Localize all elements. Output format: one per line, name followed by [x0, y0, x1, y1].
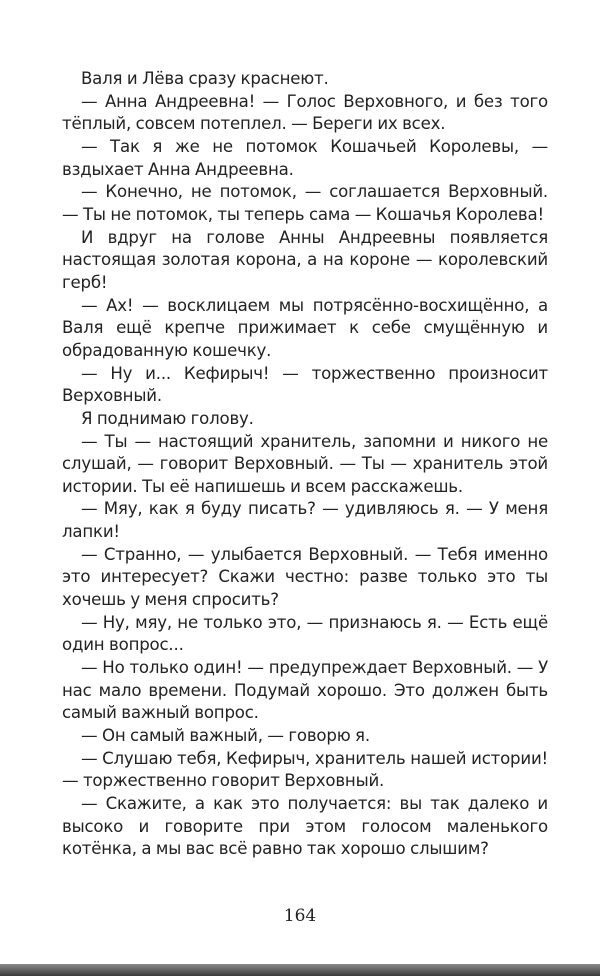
paragraph: — Скажите, а как это получается: вы так далеко и высоко и говорите при этом голосом маленького котёнка, а мы вас всё равно так хорошо слышим?	[62, 794, 548, 859]
paragraph: — Ты — настоящий хранитель, запомни и никого не слушай, — говорит Верховный. — Ты — хранитель этой истории. Ты её напишешь и всем расскажешь.	[62, 431, 548, 496]
page-number: 164	[283, 906, 317, 926]
paragraph: — Анна Андреевна! — Голос Верховного, и без того тёплый, совсем потеплел. — Береги их всех.	[62, 91, 548, 134]
paragraph: — Мяу, как я буду писать? — удивляюсь я. — У меня лапки!	[62, 499, 548, 542]
paragraph: — Ну, мяу, не только это, — признаюсь я. — Есть ещё один вопрос...	[62, 612, 548, 655]
page-bottom-edge	[0, 964, 600, 976]
paragraph: И вдруг на голове Анны Андреевны появляется настоящая золотая корона, а на короне — королевский герб!	[62, 227, 548, 292]
paragraph: — Конечно, не потомок, — соглашается Верховный. — Ты не потомок, ты теперь сама — Кошачья Королева!	[62, 182, 548, 224]
paragraph: — Странно, — улыбается Верховный. — Тебя именно это интересует? Скажи честно: разве только это ты хочешь у меня спросить?	[62, 544, 548, 610]
paragraph: — Ну и... Кефирыч! — торжественно произносит Верховный.	[62, 363, 548, 406]
paragraph: — Но только один! — предупреждает Верховный. — У нас мало времени. Подумай хорошо. Это должен быть самый важный вопрос.	[62, 658, 548, 723]
paragraph: Я поднимаю голову.	[81, 408, 254, 428]
body-text	[62, 68, 548, 861]
paragraph: — Ах! — восклицаем мы потрясённо-восхищённо, а Валя ещё крепче прижимает к себе смущённую и обрадованную кошечку.	[62, 295, 548, 360]
paragraph: — Он самый важный, — говорю я.	[81, 726, 370, 746]
paragraph: — Так я же не потомок Кошачьей Королевы, — вздыхает Анна Андреевна.	[62, 136, 548, 179]
paragraph: — Слушаю тебя, Кефирыч, хранитель нашей истории! — торжественно говорит Верховный.	[62, 748, 548, 791]
paragraph: Валя и Лёва сразу краснеют.	[81, 69, 329, 88]
